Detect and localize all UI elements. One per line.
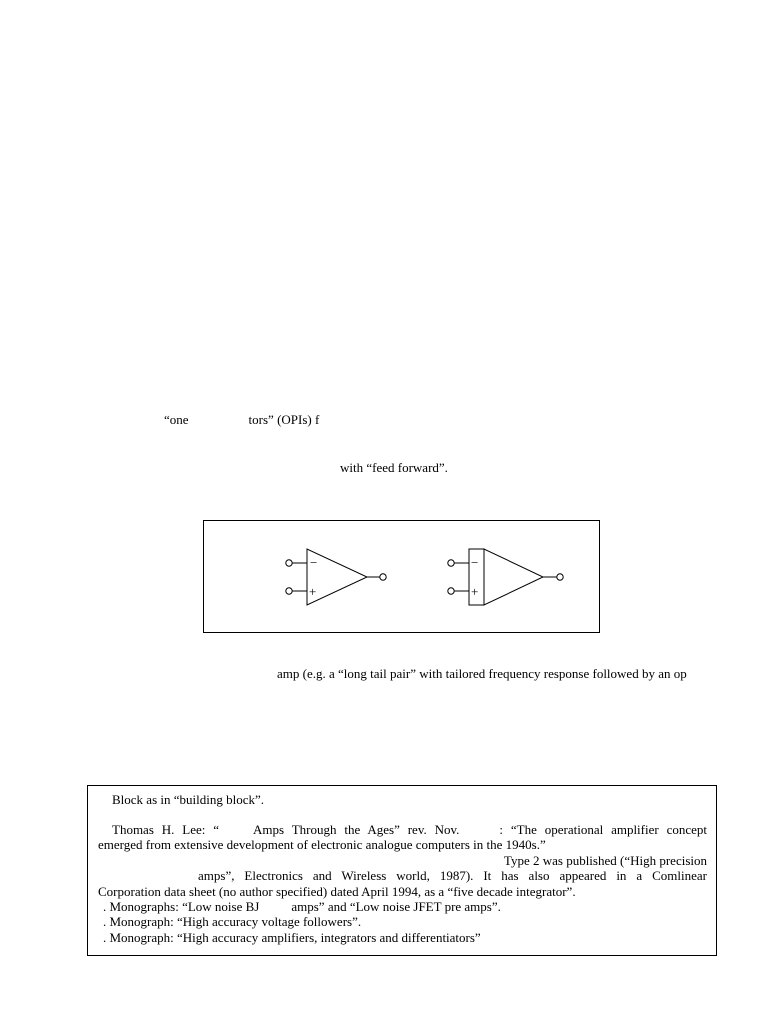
- footnote-4-part-b: amps” and “Low noise JFET pre amps”.: [291, 899, 501, 914]
- amp2-output-terminal: [557, 574, 563, 580]
- body-line-1-part-b: tors” (OPIs) f: [248, 412, 320, 427]
- amp2-minus-sign: −: [471, 555, 479, 570]
- footnote-4-part-a: . Monographs: “Low noise BJ: [103, 899, 260, 914]
- footnote-2-part-b: Amps Through the Ages” rev. Nov.: [253, 822, 460, 837]
- body-line-1: [164, 412, 319, 427]
- footnotes-box: [87, 785, 717, 956]
- amp1-plus-sign: +: [309, 584, 317, 599]
- amp2-noninverting-input-terminal: [448, 588, 454, 594]
- footnote-2-part-a: Thomas H. Lee: “: [112, 822, 219, 837]
- body-line-1-part-a: “one: [164, 412, 189, 427]
- footnote-3-line-2: amps”, Electronics and Wireless world, 1987). It has also appeared in a Comlinear: [198, 868, 707, 883]
- footnote-2-line-2: emerged from extensive development of electronic analogue computers in the 1940s.”: [98, 837, 546, 852]
- footnote-6: . Monograph: “High accuracy amplifiers, integrators and differentiators”: [103, 930, 481, 945]
- amp1-minus-sign: −: [310, 555, 318, 570]
- footnote-3-line-3: Corporation data sheet (no author specified) dated April 1994, as a “five decade integrator”.: [98, 884, 576, 899]
- footnote-2-line-1: [98, 822, 707, 838]
- opamp-diagram: [204, 521, 601, 634]
- footnote-3-line-1: Type 2 was published (“High precision: [503, 853, 707, 868]
- footnote-2-part-c: : “The operational amplifier concept: [499, 822, 707, 837]
- amp2-inverting-input-terminal: [448, 560, 454, 566]
- footnote-4: [103, 899, 712, 915]
- amp1-noninverting-input-terminal: [286, 588, 292, 594]
- footnote-1: Block as in “building block”.: [112, 792, 265, 807]
- body-line-3: amp (e.g. a “long tail pair” with tailored frequency response followed by an op: [277, 666, 687, 681]
- amp1-output-terminal: [380, 574, 386, 580]
- amp1-inverting-input-terminal: [286, 560, 292, 566]
- opamp-symbol-with-block: [448, 549, 563, 605]
- opamp-figure: [203, 520, 600, 633]
- body-line-2: with “feed forward”.: [340, 460, 448, 475]
- footnote-5: . Monograph: “High accuracy voltage followers”.: [103, 914, 362, 929]
- opamp-symbol-standard: [286, 549, 386, 605]
- amp2-plus-sign: +: [471, 584, 479, 599]
